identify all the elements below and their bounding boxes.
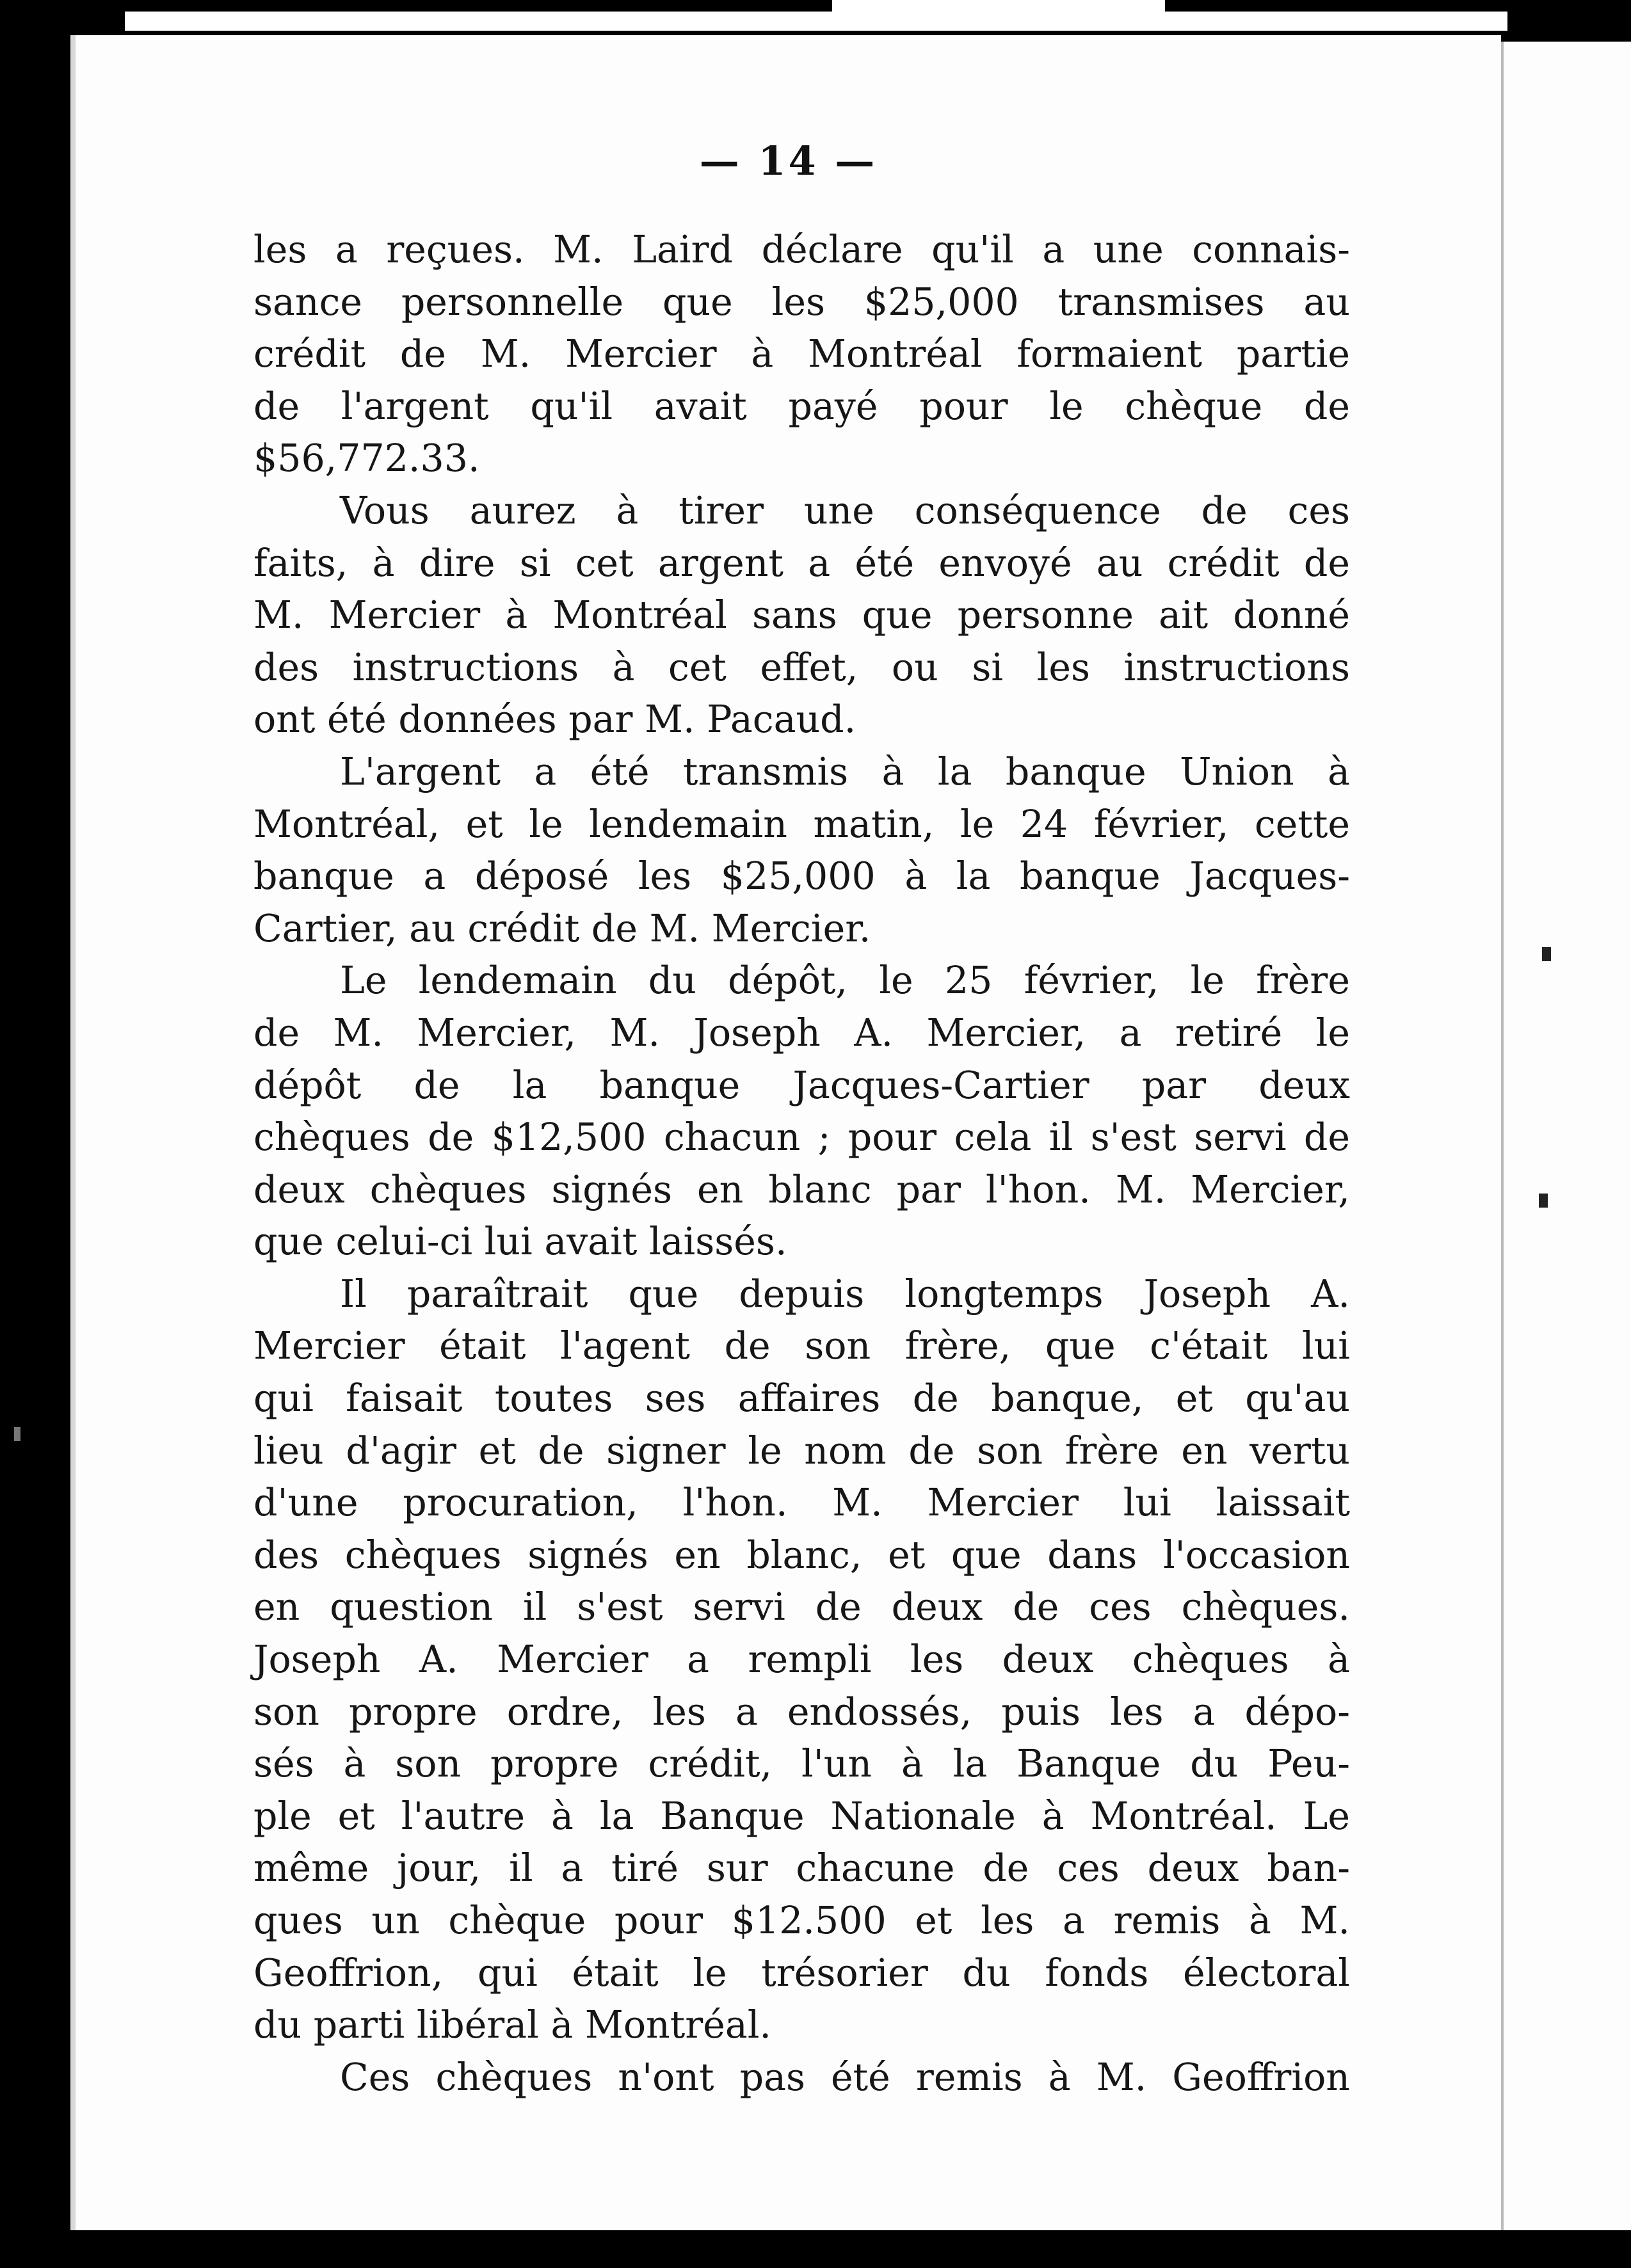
- text-line: banque a déposé les $25,000 à la banque Jacques-: [253, 854, 1350, 898]
- text-line: Mercier était l'agent de son frère, que c'était lui: [253, 1324, 1350, 1368]
- text-line: faits, à dire si cet argent a été envoyé au crédit de: [253, 541, 1350, 585]
- text-line: Geoffrion, qui était le trésorier du fonds électoral: [253, 1951, 1350, 1995]
- page-number: — 14 —: [699, 138, 878, 184]
- text-line: ple et l'autre à la Banque Nationale à Montréal. Le: [253, 1794, 1350, 1838]
- text-line: ont été données par M. Pacaud.: [253, 698, 856, 742]
- text-line: sés à son propre crédit, l'un à la Banque du Peu-: [253, 1742, 1350, 1786]
- text-line: de l'argent qu'il avait payé pour le chèque de: [253, 384, 1350, 428]
- text-line: dépôt de la banque Jacques-Cartier par deux: [253, 1063, 1350, 1107]
- text-line: Ces chèques n'ont pas été remis à M. Geoffrion: [340, 2055, 1350, 2099]
- text-line: ques un chèque pour $12.500 et les a remis à M.: [253, 1899, 1350, 1942]
- text-line: de M. Mercier, M. Joseph A. Mercier, a retiré le: [253, 1010, 1350, 1055]
- facing-page-edge: [1501, 42, 1631, 2230]
- text-line: Cartier, au crédit de M. Mercier.: [253, 906, 871, 950]
- text-line: que celui-ci lui avait laissés.: [253, 1220, 787, 1264]
- text-line: du parti libéral à Montréal.: [253, 2003, 772, 2047]
- text-line: Vous aurez à tirer une conséquence de ces: [340, 488, 1350, 532]
- text-line: des instructions à cet effet, ou si les instructions: [253, 645, 1350, 689]
- top-paper-edge-highlight: [832, 0, 1165, 23]
- text-line: M. Mercier à Montréal sans que personne ait donné: [253, 593, 1350, 637]
- text-line: sance personnelle que les $25,000 transmises au: [253, 280, 1350, 324]
- facing-page-speck: [1539, 1194, 1548, 1208]
- body-text: [253, 224, 1350, 2104]
- text-line: qui faisait toutes ses affaires de banque, et qu'au: [253, 1377, 1350, 1421]
- top-paper-edge: [125, 12, 1507, 31]
- text-line: les a reçues. M. Laird déclare qu'il a une connais-: [253, 228, 1350, 271]
- text-line: L'argent a été transmis à la banque Union à: [340, 749, 1350, 794]
- text-line: Le lendemain du dépôt, le 25 février, le frère: [340, 959, 1350, 1003]
- text-line: d'une procuration, l'hon. M. Mercier lui laissait: [253, 1481, 1350, 1525]
- text-line: chèques de $12,500 chacun ; pour cela il s'est servi de: [253, 1115, 1350, 1160]
- text-line: lieu d'agir et de signer le nom de son frère en vertu: [253, 1428, 1350, 1473]
- text-line: même jour, il a tiré sur chacune de ces deux ban-: [253, 1846, 1350, 1890]
- scan-speck: [14, 1427, 20, 1441]
- text-line: $56,772.33.: [253, 436, 480, 481]
- text-line: des chèques signés en blanc, et que dans l'occasion: [253, 1533, 1350, 1577]
- text-line: Il paraîtrait que depuis longtemps Joseph A.: [340, 1272, 1350, 1316]
- text-line: Montréal, et le lendemain matin, le 24 février, cette: [253, 802, 1350, 846]
- text-line: deux chèques signés en blanc par l'hon. M. Mercier,: [253, 1167, 1350, 1211]
- facing-page-speck: [1542, 947, 1551, 961]
- text-line: crédit de M. Mercier à Montréal formaient partie: [253, 332, 1350, 376]
- text-line: son propre ordre, les a endossés, puis les a dépo-: [253, 1689, 1350, 1734]
- book-page: [70, 35, 1501, 2230]
- text-line: en question il s'est servi de deux de ces chèques.: [253, 1585, 1350, 1629]
- text-line: Joseph A. Mercier a rempli les deux chèques à: [253, 1638, 1350, 1682]
